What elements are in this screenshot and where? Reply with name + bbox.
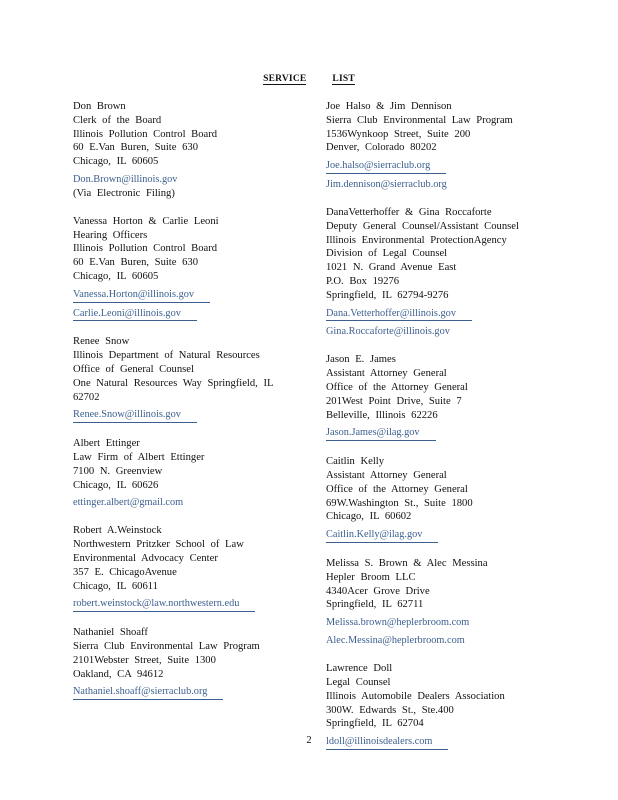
entry-line: Illinois Environmental ProtectionAgency bbox=[326, 234, 507, 246]
entry-line: Illinois Department of Natural Resources bbox=[73, 350, 260, 362]
entry-line: Melissa S. Brown & Alec Messina bbox=[326, 557, 488, 569]
email-link[interactable]: Melissa.brown@heplerbroom.com bbox=[326, 617, 470, 629]
entry-line: Clerk of the Board bbox=[73, 114, 162, 126]
entry-line: Robert A.Weinstock bbox=[73, 525, 162, 537]
entry-line: Deputy General Counsel/Assistant Counsel bbox=[326, 220, 519, 232]
email-link[interactable]: Joe.halso@sierraclub.org bbox=[326, 160, 446, 174]
entry-line: Chicago, IL 60602 bbox=[326, 511, 412, 523]
entry-line: Hepler Broom LLC bbox=[326, 571, 416, 583]
service-entry bbox=[326, 455, 586, 543]
entry-line: Belleville, Illinois 62226 bbox=[326, 409, 438, 421]
entry-line: 1021 N. Grand Avenue East bbox=[326, 262, 457, 274]
entry-line: Chicago, IL 60626 bbox=[73, 479, 159, 491]
entry-note: (Via Electronic Filing) bbox=[73, 187, 175, 199]
email-link[interactable]: Gina.Roccaforte@illinois.gov bbox=[326, 326, 450, 338]
title-word-service: SERVICE bbox=[263, 74, 307, 84]
email-link[interactable]: Jim.dennison@sierraclub.org bbox=[326, 178, 447, 190]
entry-line: 201West Point Drive, Suite 7 bbox=[326, 395, 462, 407]
entry-line: Northwestern Pritzker School of Law bbox=[73, 539, 244, 551]
entry-line: Caitlin Kelly bbox=[326, 456, 385, 468]
entry-line: 2101Webster Street, Suite 1300 bbox=[73, 654, 216, 666]
service-entry bbox=[326, 100, 586, 192]
service-entry bbox=[73, 100, 313, 201]
entry-line: Illinois Pollution Control Board bbox=[73, 128, 218, 140]
entry-line: DanaVetterhoffer & Gina Roccaforte bbox=[326, 206, 492, 218]
entry-line: 4340Acer Grove Drive bbox=[326, 585, 430, 597]
entry-line: Illinois Pollution Control Board bbox=[73, 243, 218, 255]
service-entry bbox=[73, 437, 313, 510]
entry-line: Nathaniel Shoaff bbox=[73, 627, 148, 639]
service-entry bbox=[326, 557, 586, 648]
email-link[interactable]: ettinger.albert@gmail.com bbox=[73, 497, 184, 509]
entry-line: Office of the Attorney General bbox=[326, 483, 468, 495]
email-link[interactable]: Jason.James@ilag.gov bbox=[326, 427, 436, 441]
service-entry bbox=[326, 206, 586, 339]
email-link[interactable]: Dana.Vetterhoffer@illinois.gov bbox=[326, 308, 472, 322]
entry-line: Office of the Attorney General bbox=[326, 381, 468, 393]
entry-line: Assistant Attorney General bbox=[326, 469, 447, 481]
entry-line: Chicago, IL 60605 bbox=[73, 270, 159, 282]
entry-line: Vanessa Horton & Carlie Leoni bbox=[73, 215, 219, 227]
entry-line: Chicago, IL 60605 bbox=[73, 156, 159, 168]
left-column bbox=[73, 100, 313, 714]
service-entry bbox=[73, 215, 313, 322]
service-entry bbox=[73, 626, 313, 700]
entry-line: Springfield, IL 62704 bbox=[326, 718, 424, 730]
entry-line: Assistant Attorney General bbox=[326, 368, 447, 380]
entry-line: One Natural Resources Way Springfield, IL bbox=[73, 377, 274, 389]
email-link[interactable]: Don.Brown@illinois.gov bbox=[73, 173, 178, 185]
entry-line: Chicago, IL 60611 bbox=[73, 580, 158, 592]
email-link[interactable]: Nathaniel.shoaff@sierraclub.org bbox=[73, 686, 223, 700]
entry-line: Sierra Club Environmental Law Program bbox=[326, 114, 513, 126]
entry-line: Oakland, CA 94612 bbox=[73, 668, 164, 680]
entry-line: Division of Legal Counsel bbox=[326, 248, 448, 260]
entry-line: 1536Wynkoop Street, Suite 200 bbox=[326, 128, 471, 140]
title-word-list: LIST bbox=[332, 74, 355, 84]
entry-line: Don Brown bbox=[73, 101, 126, 112]
email-link[interactable]: ldoll@illinoisdealers.com bbox=[326, 736, 448, 750]
entry-line: Hearing Officers bbox=[73, 229, 148, 241]
entry-line: Denver, Colorado 80202 bbox=[326, 142, 437, 154]
service-list-title bbox=[0, 74, 618, 84]
entry-line: Office of General Counsel bbox=[73, 363, 194, 375]
email-link[interactable]: Alec.Messina@heplerbroom.com bbox=[326, 635, 465, 647]
email-link[interactable]: Renee.Snow@illinois.gov bbox=[73, 409, 197, 423]
entry-line: 60 E.Van Buren, Suite 630 bbox=[73, 257, 198, 269]
entry-line: 62702 bbox=[73, 391, 100, 403]
service-entry bbox=[73, 524, 313, 612]
entry-line: Law Firm of Albert Ettinger bbox=[73, 451, 205, 463]
service-entry bbox=[326, 353, 586, 441]
entry-line: P.O. Box 19276 bbox=[326, 275, 400, 287]
entry-line: Lawrence Doll bbox=[326, 663, 393, 675]
entry-line: Albert Ettinger bbox=[73, 438, 140, 450]
email-link[interactable]: robert.weinstock@law.northwestern.edu bbox=[73, 598, 255, 612]
entry-line: Renee Snow bbox=[73, 336, 130, 348]
email-link[interactable]: Caitlin.Kelly@ilag.gov bbox=[326, 529, 438, 543]
page-number: 2 bbox=[306, 735, 312, 746]
entry-line: Legal Counsel bbox=[326, 676, 391, 688]
entry-line: 60 E.Van Buren, Suite 630 bbox=[73, 142, 198, 154]
right-column bbox=[326, 100, 586, 764]
entry-line: Environmental Advocacy Center bbox=[73, 552, 218, 564]
entry-line: Sierra Club Environmental Law Program bbox=[73, 640, 260, 652]
email-link[interactable]: Vanessa.Horton@illinois.gov bbox=[73, 289, 210, 303]
entry-line: Jason E. James bbox=[326, 354, 396, 366]
entry-line: 69W.Washington St., Suite 1800 bbox=[326, 497, 473, 509]
entry-line: 357 E. ChicagoAvenue bbox=[73, 566, 177, 578]
entry-line: Illinois Automobile Dealers Association bbox=[326, 690, 505, 702]
entry-line: Springfield, IL 62794-9276 bbox=[326, 289, 449, 301]
entry-line: Springfield, IL 62711 bbox=[326, 599, 424, 611]
entry-line: 7100 N. Greenview bbox=[73, 465, 163, 477]
service-entry bbox=[73, 335, 313, 423]
entry-line: 300W. Edwards St., Ste.400 bbox=[326, 704, 454, 716]
entry-line: Joe Halso & Jim Dennison bbox=[326, 101, 452, 112]
email-link[interactable]: Carlie.Leoni@illinois.gov bbox=[73, 308, 197, 322]
